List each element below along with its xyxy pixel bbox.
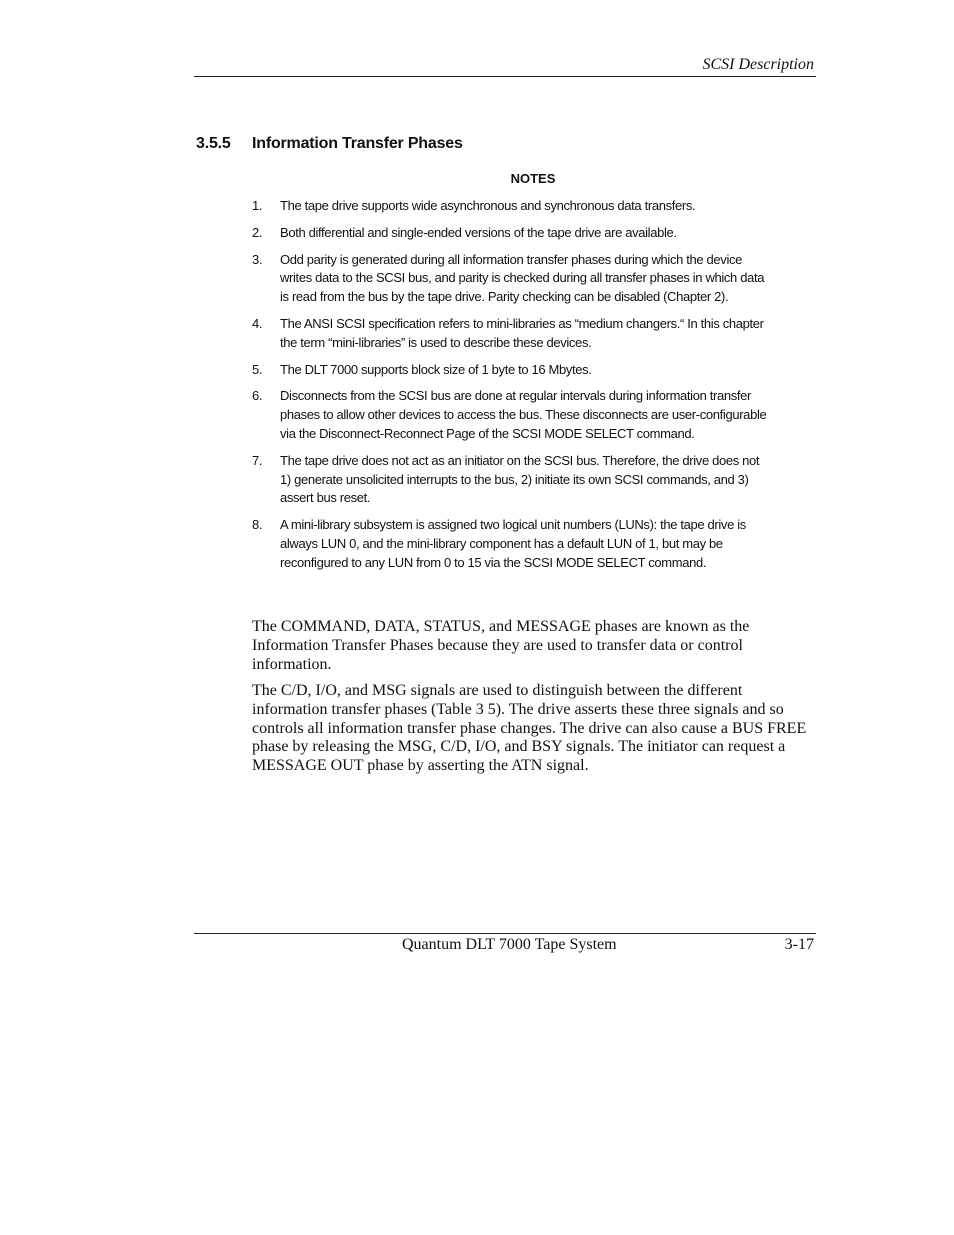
page-number: 3-17: [784, 936, 814, 953]
note-text: A mini-library subsystem is assigned two logical unit numbers (LUNs): the tape drive is always LUN 0, and the mini-library component has a default LUN of 1, but may be reconfigured to any LUN from 0 to 15 via the SCSI MODE SELECT command.: [280, 517, 746, 570]
note-number: 7.: [252, 452, 263, 468]
section-heading: [196, 135, 463, 153]
notes-list: [252, 197, 772, 581]
note-text: The DLT 7000 supports block size of 1 byte to 16 Mbytes.: [280, 361, 592, 377]
note-item: [252, 516, 772, 572]
body-paragraph: The C/D, I/O, and MSG signals are used to distinguish between the different information transfer phases (Table 3 5). The drive asserts these three signals and so controls all information transfer phase changes. The drive can also cause a BUS FREE phase by releasing the MSG, C/D, I/O, and BSY signals. The initiator can request a MESSAGE OUT phase by asserting the ATN signal.: [252, 682, 807, 775]
note-item: [252, 452, 772, 508]
section-title: Information Transfer Phases: [252, 135, 463, 152]
note-item: [252, 197, 772, 216]
note-text: Both differential and single-ended versions of the tape drive are available.: [280, 224, 677, 240]
notes-heading: NOTES: [510, 171, 556, 186]
running-header: SCSI Description: [702, 56, 814, 73]
note-number: 1.: [252, 198, 263, 213]
note-text: The tape drive supports wide asynchronous and synchronous data transfers.: [280, 198, 696, 213]
note-text: Odd parity is generated during all information transfer phases during which the device writes data to the SCSI bus, and parity is checked during all transfer phases in which data is read from the bus by the tape drive. Parity checking can be disabled (Chapter 2).: [280, 251, 765, 305]
note-number: 5.: [252, 361, 263, 377]
header-rule: [194, 76, 816, 77]
note-number: 2.: [252, 224, 263, 240]
section-number: 3.5.5: [196, 135, 231, 152]
note-text: Disconnects from the SCSI bus are done at regular intervals during information transfer phases to allow other devices to access the bus. These disconnects are user-configurable via the Disconnect-Reconnect Page of the SCSI MODE SELECT command.: [280, 388, 767, 441]
footer-rule: [194, 933, 816, 934]
body-paragraph: The COMMAND, DATA, STATUS, and MESSAGE phases are known as the Information Transfer Phases because they are used to transfer data or control information.: [252, 618, 750, 673]
note-item: [252, 315, 772, 353]
note-number: 4.: [252, 315, 263, 331]
footer-title: Quantum DLT 7000 Tape System: [402, 936, 617, 953]
note-item: [252, 224, 772, 243]
note-text: The ANSI SCSI specification refers to mini-libraries as “medium changers.“ In this chapter the term “mini-libraries” is used to describe these devices.: [280, 315, 764, 350]
note-item: [252, 251, 772, 307]
note-number: 6.: [252, 388, 263, 404]
note-item: [252, 387, 772, 443]
note-text: The tape drive does not act as an initiator on the SCSI bus. Therefore, the drive does not 1) generate unsolicited interrupts to the bus, 2) initiate its own SCSI commands, and 3) assert bus reset.: [280, 452, 760, 506]
note-number: 8.: [252, 517, 263, 533]
note-number: 3.: [252, 251, 263, 267]
note-item: [252, 361, 772, 380]
